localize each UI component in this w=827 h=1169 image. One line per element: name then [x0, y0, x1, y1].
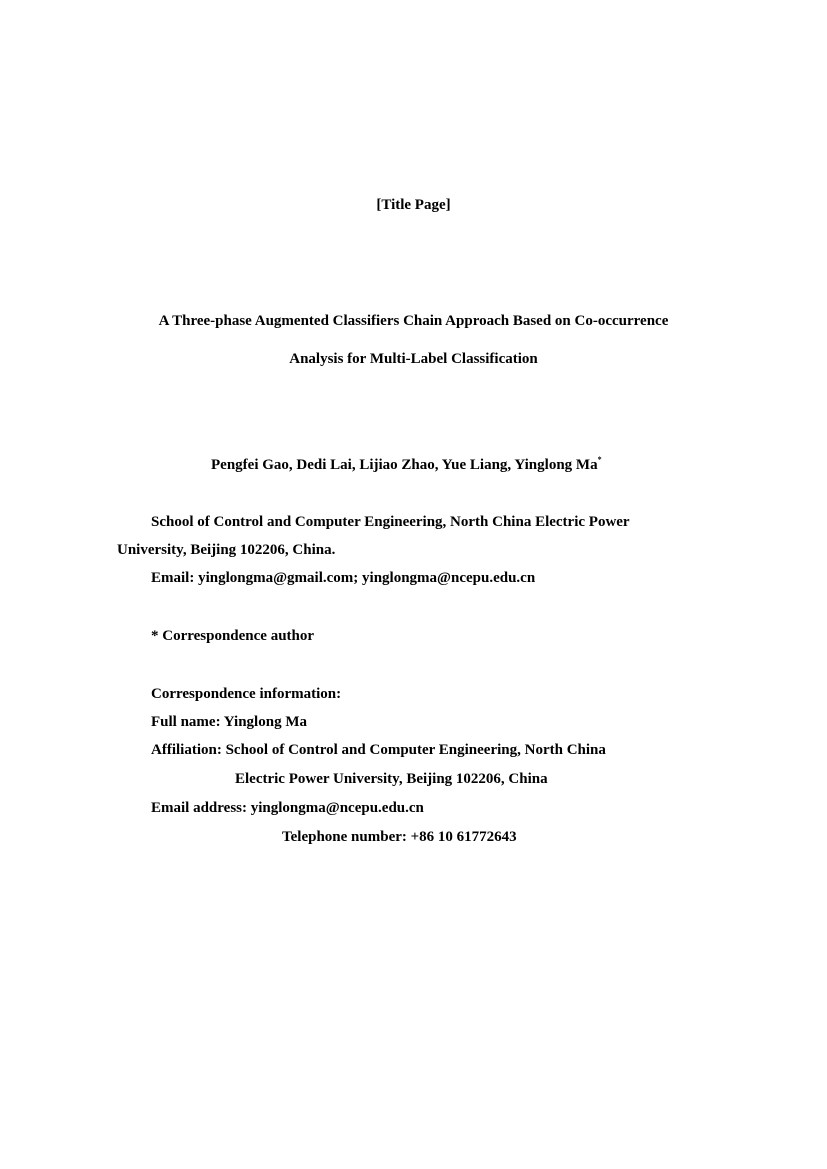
- paper-title-line-1: A Three-phase Augmented Classifiers Chain Approach Based on Co-occurrence: [158, 313, 669, 329]
- correspondence-email: Email address: yinglongma@ncepu.edu.cn: [151, 800, 424, 816]
- correspondence-telephone: Telephone number: +86 10 61772643: [282, 829, 517, 845]
- correspondence-heading: Correspondence information:: [151, 686, 342, 702]
- correspondence-full-name: Full name: Yinglong Ma: [151, 714, 307, 730]
- affiliation-line-2: University, Beijing 102206, China.: [117, 542, 336, 558]
- author-email: Email: yinglongma@gmail.com; yinglongma@ncepu.edu.cn: [151, 570, 536, 586]
- author-list: [211, 455, 602, 473]
- correspondence-affiliation-line-2: Electric Power University, Beijing 102206, China: [235, 771, 548, 787]
- page-label: [Title Page]: [376, 197, 451, 213]
- correspondence-affiliation-line-1: Affiliation: School of Control and Computer Engineering, North China: [151, 742, 606, 758]
- correspondence-note: * Correspondence author: [151, 628, 315, 644]
- paper-title-line-2: Analysis for Multi-Label Classification: [289, 351, 538, 367]
- corresponding-author-mark: *: [597, 455, 602, 464]
- affiliation-line-1: School of Control and Computer Engineering, North China Electric Power: [151, 514, 630, 530]
- author-names: Pengfei Gao, Dedi Lai, Lijiao Zhao, Yue Liang, Yinglong Ma: [211, 457, 598, 473]
